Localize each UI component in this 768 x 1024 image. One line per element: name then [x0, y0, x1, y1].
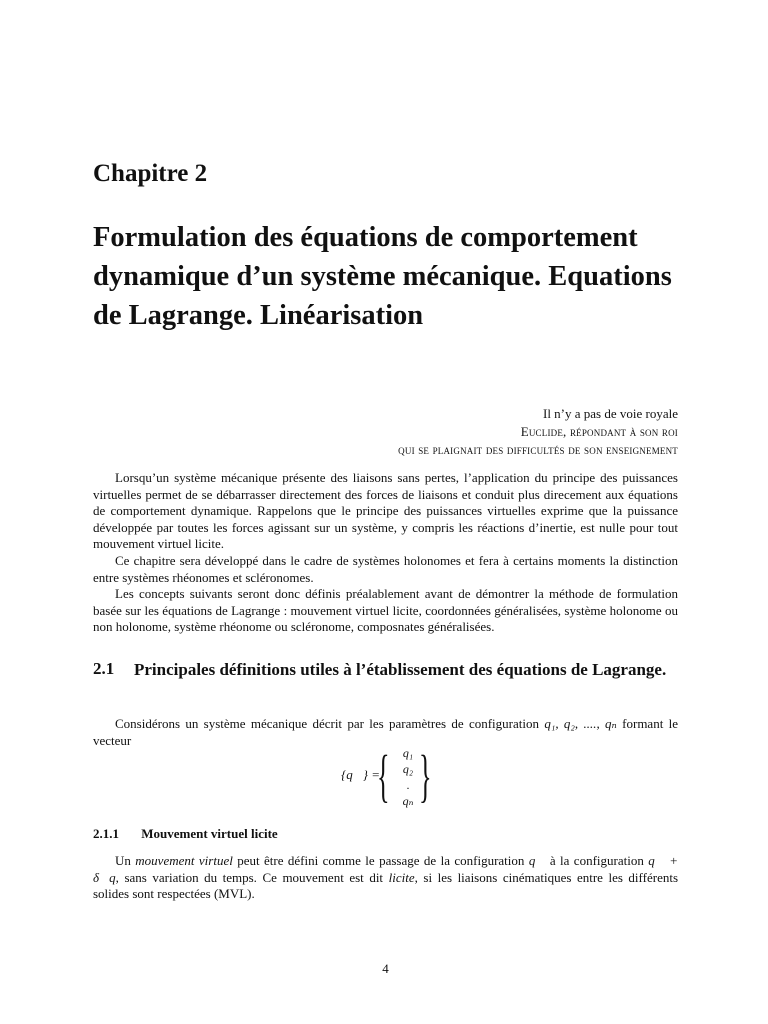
left-brace: {	[377, 743, 390, 808]
equation-lhs: {q⃗} =	[341, 767, 381, 782]
vector-entry: qₙ	[402, 794, 414, 808]
vector-entry: .	[406, 778, 410, 792]
right-brace: }	[419, 743, 432, 808]
intro-paragraph-3: Les concepts suivants seront donc définis préalablement avant de démontrer la méthode de formulation basée sur les équations de Lagrange : mouvement virtuel licite, coordonnées généralisées, système holonome ou non holonome, système rhéonome ou scléronome, composnates généralisées.	[93, 586, 678, 634]
epigraph	[398, 405, 678, 459]
intro-paragraph-1: Lorsqu’un système mécanique présente des liaisons sans pertes, l’application du principe des puissances virtuelles permet de se débarrasser directement des forces de liaisons et conduit plus direcement aux équations de comportement dynamique. Rappelons que le principe des puissances virtuelles exprime que la puissance développée par toutes les forces agissant sur un système, y compris les réactions d’inertie, est nulle pour tout mouvement virtuel licite.	[93, 470, 678, 551]
chapter-title: Formulation des équations de comportement dynamique d’un système mécanique. Equations de Lagrange. Linéarisation	[93, 222, 672, 331]
subsection-text: Un	[115, 853, 131, 868]
subsection-text: , si les liaisons cinématiques entre les différents solides sont respectées (MVL).	[93, 869, 679, 901]
epigraph-context: qui se plaignait des difficultés de son enseignement	[398, 442, 678, 457]
subsection-paragraph	[93, 853, 678, 903]
chapter-label: Chapitre 2	[93, 160, 208, 187]
vector-equation	[341, 745, 441, 811]
page-number: 4	[382, 961, 389, 976]
term-licite: licite	[388, 869, 415, 885]
epigraph-quote: Il n’y a pas de voie royale	[542, 406, 678, 421]
section-title: Principales définitions utiles à l’établissement des équations de Lagrange.	[134, 660, 667, 679]
section-text-after: formant le vecteur	[93, 716, 679, 748]
configuration-q: q⃗	[528, 853, 546, 868]
configuration-params: q₁, q₂, ...., qₙ	[544, 716, 617, 731]
subsection-text: , sans variation du temps. Ce mouvement est dit	[115, 869, 384, 885]
subsection-text: peut être défini comme le passage de la configuration	[237, 853, 525, 868]
configuration-q-delta: q⃗ + δ⃗q	[93, 853, 679, 885]
vector-entry: q₂	[402, 762, 414, 776]
term-virtual-movement: mouvement virtuel	[135, 853, 233, 868]
section-text-before: Considérons un système mécanique décrit par les paramètres de configuration	[115, 716, 539, 731]
subsection-title: Mouvement virtuel licite	[141, 826, 278, 841]
intro-paragraph-2: Ce chapitre sera développé dans le cadre de systèmes holonomes et fera à certains moments la distinction entre systèmes rhéonomes et scléronomes.	[93, 553, 678, 585]
vector-entries	[396, 745, 420, 809]
vector-entry: q₁	[402, 746, 414, 760]
document-page	[93, 0, 678, 1024]
section-number: 2.1	[93, 659, 115, 678]
epigraph-author: Euclide, répondant à son roi	[520, 424, 678, 439]
subsection-text: à la configuration	[549, 853, 644, 868]
subsection-number: 2.1.1	[93, 826, 119, 841]
subsection-heading	[93, 826, 278, 842]
